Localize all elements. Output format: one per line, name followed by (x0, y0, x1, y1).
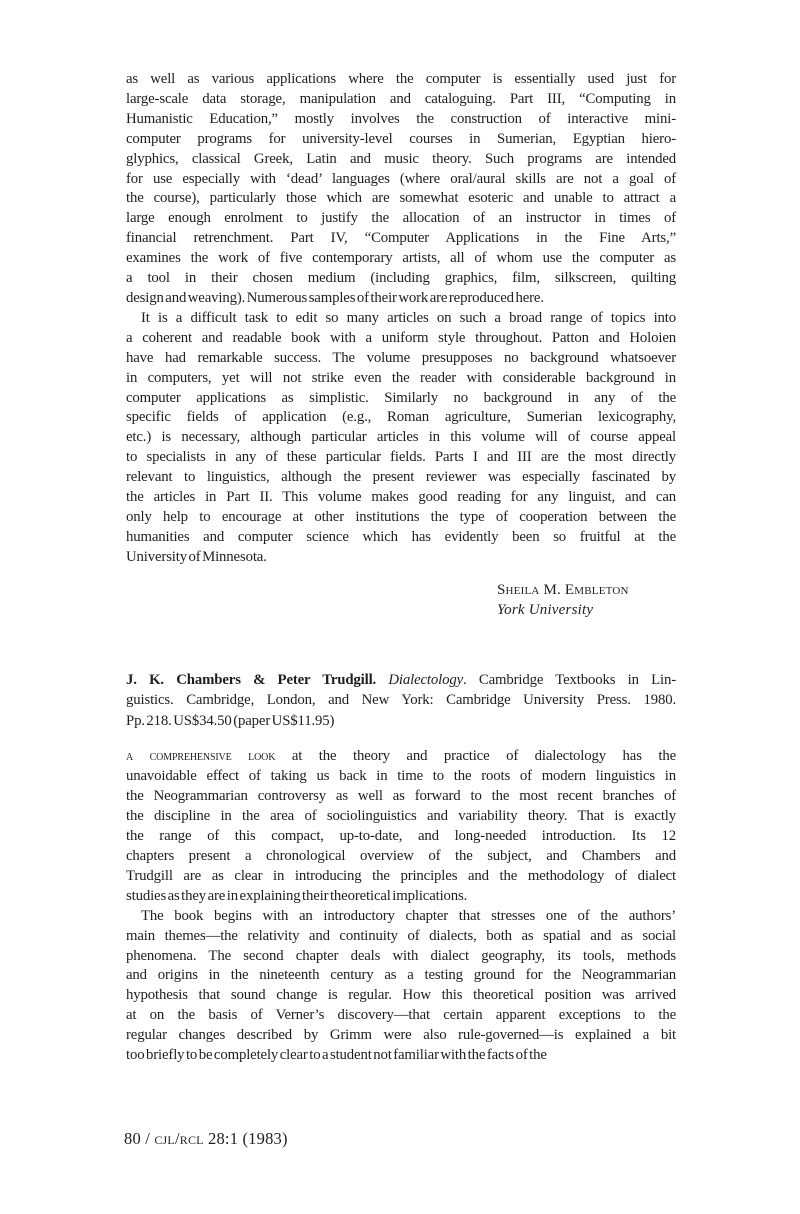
text-line (126, 927, 676, 947)
styled-text-run: J. K. Chambers & Peter Trudgill. (126, 671, 389, 688)
text-line (126, 289, 676, 309)
text-line (126, 428, 676, 448)
text-run: and origins in the nineteenth century as a testing ground for the Neogrammarian (126, 967, 676, 984)
text-run: large enough enrolment to justify the allocation of an instructor in times of (126, 210, 676, 227)
text-line (126, 189, 676, 209)
text-line (126, 807, 676, 827)
text-run: design and weaving). Numerous samples of their work are reproduced here. (126, 289, 544, 306)
text-run: computer applications as simplistic. Similarly no background in any of the (126, 389, 676, 406)
text-run: glyphics, classical Greek, Latin and music theory. Such programs are intended (126, 150, 676, 167)
text-run: a tool in their chosen medium (including graphics, film, silkscreen, quilting (126, 270, 676, 287)
text-run: hypothesis that sound change is regular. How this theoretical position was arrived (126, 987, 676, 1004)
text-run: humanities and computer science which has evidently been so fruitful at the (126, 528, 676, 545)
text-line (126, 508, 676, 528)
text-run: have had remarkable success. The volume presupposes no background whatsoever (126, 349, 676, 366)
text-line (126, 1046, 676, 1066)
reviewer-affiliation: York University (497, 601, 594, 618)
computing-review-paragraph-1 (126, 70, 676, 309)
text-run: 28:1 (1983) (203, 1129, 288, 1148)
text-line (126, 787, 676, 807)
reviewer-signature (497, 580, 676, 620)
computing-review-paragraph-2 (126, 309, 676, 568)
reviewer-name: Sheila M. Embleton (497, 581, 629, 598)
dialectology-review-paragraph-2 (126, 907, 676, 1066)
text-run: phenomena. The second chapter deals with dialect geography, its tools, methods (126, 947, 676, 964)
text-run: as well as various applications where the computer is essentially used just for (126, 71, 676, 87)
text-run: studies as they are in explaining their theoretical implications. (126, 887, 468, 904)
text-line (126, 986, 676, 1006)
text-run: etc.) is necessary, although particular articles in this volume will of course appeal (126, 429, 676, 446)
text-run: at the theory and practice of dialectology has the (275, 748, 677, 765)
text-run: the Neogrammarian controversy as well as forward to the most recent branches of (126, 788, 676, 805)
text-line (126, 408, 676, 428)
text-line (126, 170, 676, 190)
text-run: regular changes described by Grimm were also rule-governed—is explained a bit (126, 1027, 676, 1044)
text-line (126, 1006, 676, 1026)
text-line (126, 528, 676, 548)
text-run: examines the work of five contemporary artists, all of whom use the computer as (126, 250, 676, 267)
text-run: relevant to linguistics, although the present reviewer was especially fascinated by (126, 469, 676, 486)
text-run: chapters present a chronological overview of the subject, and Chambers and (126, 847, 676, 864)
text-run: / (174, 1129, 180, 1148)
text-line (126, 767, 676, 787)
text-run: in computers, yet will not strike even the reader with considerable background in (126, 369, 676, 386)
text-line (126, 690, 676, 711)
text-run: to specialists in any of these particular fields. Parts I and III are the most directly (126, 449, 676, 466)
text-run: the range of this compact, up-to-date, and long-needed introduction. Its 12 (126, 828, 676, 845)
text-run: the course), particularly those which are somewhat esoteric and unable to attract a (126, 190, 676, 207)
text-line (126, 150, 676, 170)
text-line (126, 329, 676, 349)
text-run: a coherent and readable book with a uniform style throughout. Patton and Holoien (126, 329, 676, 346)
text-run: for use especially with ‘dead’ languages (where oral/aural skills are not a goal of (126, 170, 676, 187)
text-line (126, 349, 676, 369)
text-column (126, 70, 676, 1066)
text-line (126, 269, 676, 289)
styled-text-run: a comprehensive look (126, 748, 276, 765)
text-line (126, 488, 676, 508)
journal-footer (124, 1129, 288, 1149)
text-run: financial retrenchment. Part IV, “Computer Applications in the Fine Arts,” (126, 230, 676, 247)
text-line (126, 548, 676, 568)
text-line (126, 1026, 676, 1046)
text-line (126, 887, 676, 907)
styled-text-run: cjl (154, 1129, 175, 1148)
text-run: main themes—the relativity and continuity of dialects, both as spatial and as social (126, 927, 676, 944)
text-run: The book begins with an introductory chapter that stresses one of the authors’ (141, 907, 676, 924)
text-run: Humanistic Education,” mostly involves the construction of interactive mini- (126, 110, 676, 127)
text-line (126, 70, 676, 90)
text-line (126, 229, 676, 249)
text-line (126, 249, 676, 269)
text-line (126, 847, 676, 867)
text-run: at on the basis of Verner’s discovery—that certain apparent exceptions to the (126, 1007, 676, 1024)
text-line (126, 209, 676, 229)
text-line (126, 309, 676, 329)
text-line (126, 468, 676, 488)
text-line (126, 966, 676, 986)
text-run: . Cambridge Textbooks in Lin- (463, 671, 676, 688)
text-run: Pp. 218. US$34.50 (paper US$11.95) (126, 712, 335, 729)
text-line (126, 827, 676, 847)
text-line (126, 947, 676, 967)
text-line (126, 110, 676, 130)
text-line (126, 670, 676, 691)
book-citation-heading (126, 670, 676, 732)
text-line (126, 90, 676, 110)
text-run: only help to encourage at other institutions the type of cooperation between the (126, 508, 676, 525)
text-run: 80 / (124, 1129, 155, 1148)
text-line (126, 389, 676, 409)
text-line (126, 369, 676, 389)
text-run: unavoidable effect of taking us back in time to the roots of modern linguistics in (126, 768, 676, 785)
text-line (126, 907, 676, 927)
text-run: Trudgill are as clear in introducing the principles and the methodology of dialect (126, 867, 676, 884)
text-run: guistics. Cambridge, London, and New York: Cambridge University Press. 1980. (126, 692, 676, 709)
text-run: It is a difficult task to edit so many articles on such a broad range of topics into (141, 309, 676, 326)
text-line (126, 711, 676, 732)
text-line (126, 130, 676, 150)
text-run: computer programs for university-level courses in Sumerian, Egyptian hiero- (126, 130, 676, 147)
text-line (124, 1129, 288, 1149)
text-line (126, 747, 676, 767)
text-line (126, 867, 676, 887)
text-run: the articles in Part II. This volume makes good reading for any linguist, and can (126, 489, 676, 506)
styled-text-run: rcl (179, 1129, 204, 1148)
text-line (126, 448, 676, 468)
text-run: too briefly to be completely clear to a student not familiar with the facts of the (126, 1047, 547, 1064)
text-run: University of Minnesota. (126, 548, 267, 565)
styled-text-run: Dialectology (388, 671, 464, 688)
text-run: large-scale data storage, manipulation and cataloguing. Part III, “Computing in (126, 90, 676, 107)
dialectology-review-paragraph-1 (126, 747, 676, 906)
text-run: specific fields of application (e.g., Roman agriculture, Sumerian lexicography, (126, 409, 676, 426)
text-run: the discipline in the area of sociolinguistics and variability theory. That is exactly (126, 808, 676, 825)
